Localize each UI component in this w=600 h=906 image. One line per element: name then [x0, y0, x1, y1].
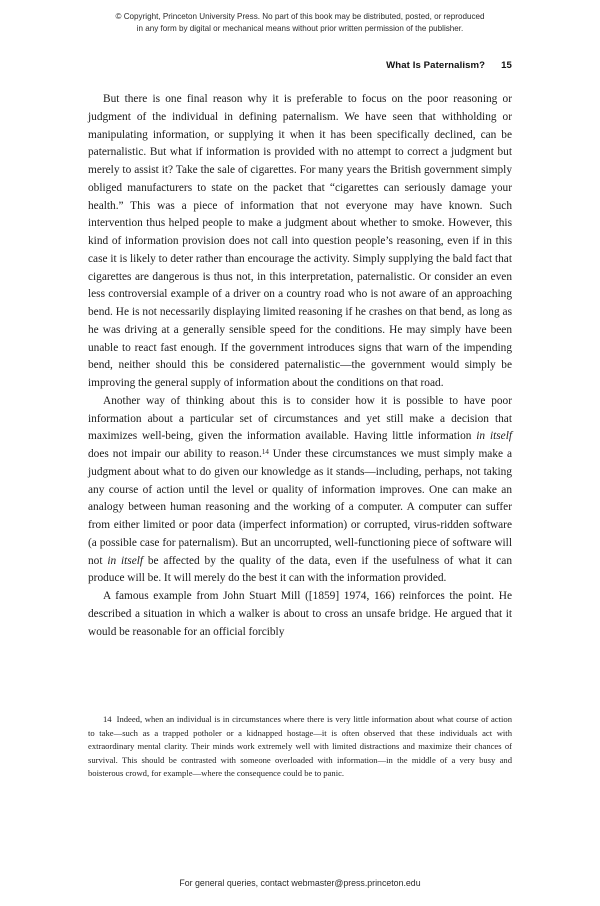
- running-head-title: What Is Paternalism?: [386, 60, 486, 71]
- running-head: [88, 60, 512, 71]
- footnote-number: 14: [103, 714, 112, 724]
- copyright-notice: © Copyright, Princeton University Press. No part of this book may be distributed, posted, or reproduced in any form by digital or mechanical means without prior written permission of the publisher.: [115, 12, 485, 33]
- footnote-14: [88, 713, 512, 781]
- page-footer: For general queries, contact webmaster@press.princeton.edu: [179, 878, 421, 888]
- italic-run: in itself: [107, 554, 144, 567]
- italic-run: in itself: [476, 430, 512, 443]
- paragraph-2: Another way of thinking about this is to consider how it is possible to have poor information about a particular set of circumstances and yet still make a decision that maximizes well-being, given the information available. Having little information in itself does not impair our ability to reason.$^{14}$ Under these circumstances we must simply make a judgment about what to do given our knowledge as it stands—including, perhaps, not taking any course of action until the level or quality of information improves. One can make an analogy between human reasoning and the working of a computer. A computer can suffer from either limited or poor data (imperfect information) or corrupted, virus-ridden software (a possible case for paternalism). But an uncorrupted, well-functioning piece of software will not in itself be affected by the quality of the data, even if the usefulness of what it can produce will be. It will merely do the best it can with the information provided.: [88, 394, 513, 585]
- footnote-block: [88, 713, 512, 781]
- body-text-column: [88, 91, 512, 641]
- paragraph-3: A famous example from John Stuart Mill ([1859] 1974, 166) reinforces the point. He described a situation in which a walker is about to cross an unsafe bridge. He argued that it would be reasonable for an official forcibly: [88, 590, 512, 638]
- paragraph-1: But there is one final reason why it is preferable to focus on the poor reasoning or judgment of the individual in defining paternalism. We have seen that withholding or manipulating information, or supplying it when it has been specifically declined, can be paternalistic. But what if information is provided with no attempt to correct a judgment but merely to assist it? Take the sale of cigarettes. For many years the British government simply obliged manufacturers to state on the packet that “cigarettes can seriously damage your health.” This was a piece of information that not everyone may have known. Such intervention thus helped people to make a judgment about whether to smoke. However, this kind of information provision does not call into question people’s reasoning, even if in this case it is likely to deter rather than encourage the activity. Simply supplying the bald fact that cigarettes are dangerous is thus not, in this interpretation, paternalistic. Or consider an even less controversial example of a driver on a country road who is not aware of an approaching bend. He is not necessarily displaying limited reasoning if he crashes on that bend, as long as he was driving at a generally sensible speed for the conditions. He may simply have been unable to react fast enough. If the government introduces signs that warn of the impending bend, neither should this be considered paternalistic—the government would simply be improving the general supply of information about the conditions on that road.: [88, 93, 512, 389]
- footnote-text: Indeed, when an individual is in circumstances where there is very little information about what course of action to take—such as a trapped potholer or a kidnapped hostage—it is often observed that these individuals act with extraordinary mental clarity. Their minds work extremely well with limited distractions and maximize their chances of survival. This should be contrasted with someone overloaded with information—in the middle of a very busy and boisterous crowd, for example—where the consequence could be to panic.: [88, 714, 512, 779]
- footnote-marker: 14: [261, 448, 269, 457]
- page-number: 15: [501, 60, 512, 71]
